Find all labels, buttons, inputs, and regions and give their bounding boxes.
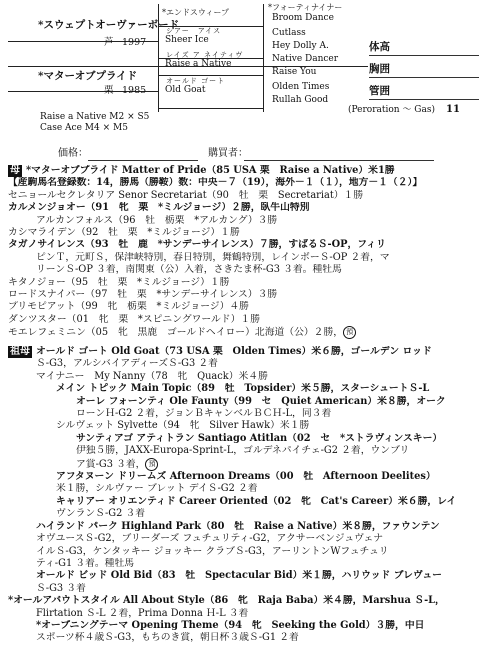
dam-line-8: リーンＳ-OP ３着，南関東（公）入着，さきたま杯-G3 ３着。種牡馬 [36,264,342,276]
gd-line-6: シルヴェット Sylvette（94 牝 Silver Hawk）米１勝 [56,420,310,432]
dam-line-11: プリモピアット（99 牝 栃栗 *ミルジョージ）４勝 [8,301,249,313]
gd-line-10: アフタヌーン ドリームズ Afternoon Dreams（00 牡 Afternoon Deelites） [56,471,436,483]
dam-tag: 母 [10,165,20,176]
dam-line-1: 【産駒馬名登録数：14，勝馬（勝鞍）数：中央－７（19），海外－１（１），地方－１（２）】 [8,177,423,189]
sire-name: *スウェプトオーヴァーボード [38,19,180,31]
sd-pair-b: Raise You [272,67,317,77]
ss-sire-eng: Broom Dance [272,13,334,23]
damsire-name: *マターオブプライド [38,70,138,82]
gd-line-19: Ｓ-G3 ３着 [36,582,86,594]
gd-line-11: 米１勝，シルヴァー ブレット デイＳ-G2 ２着 [56,483,258,495]
gd-line-14: ハイランド パーク Highland Park（80 牡 Raise a Native）米８勝，ファウンテン [36,520,440,532]
cannon-label: 管囲 [369,85,390,97]
ss-kana: *エンドスウィープ [162,8,230,17]
dam-line-4: アルカンフォルス（96 牡 栃栗 *アルカング）３勝 [36,214,278,226]
gd-line-13: ヴンランＳ-G2 ３着 [56,508,146,520]
gd-line-23: スポーツ杯４歳Ｓ-G3，もちのき賞，朝日杯３歳Ｓ-G1 ２着 [36,632,299,644]
lot-number: 11 [446,104,460,115]
gd-line-0: オールド ゴート Old Goat（73 USA 栗 Olden Times）米６勝，ゴールデン ロッド [36,346,432,357]
dam-section [8,165,494,340]
ss-eng: Sheer Ice [165,35,209,45]
dam-line-0: *マターオブプライド Matter of Pride（85 USA 栗 Raise a Native）米1勝 [26,165,395,176]
gd-line-7: サンティアゴ アティトラン Santiago Atitlan（02 セ *ストラヴィンスキー） [76,432,443,444]
dam-line-7: ピンＴ，元町Ｓ，保津峡特別，春日特別，舞鶴特別，レインボーＳ-OP ２着，マ [36,251,390,263]
gd-line-15: オヴユースＳ-G2，ブリーダーズ フュチュリティ-G2，アクサーベンジュヴェナ [36,533,384,545]
dam-line-12: ダンツスター（01 牝 栗 *スピニングワールド）１勝 [8,313,260,325]
girth-label: 胸囲 [369,63,390,75]
dam-line-9: キタノジョー（95 牡 栗 *ミルジョージ）１勝 [8,276,230,288]
dam-line-13: モエレフェミニン（05 牝 黒鹿 ゴールドヘイロー）北海道（公）２勝， [8,327,344,339]
dd-pair-a: Olden Times [272,82,330,92]
dd-small-kana: オールド ゴート [166,77,226,85]
deposit-mark: 預 [343,326,356,339]
ss-dam-a: Cutlass [272,28,306,38]
inbreeding-2: Case Ace M4 × M5 [40,123,128,133]
gd-line-1: Ｓ-G3，アルシバイアディーズＳ-G3 ２着 [36,358,218,370]
gd-line-2: マイナニー My Nanny（78 牝 Quack）米４勝 [36,370,268,382]
gd-line-18: オールド ビッド Old Bid（83 牡 Spectacular Bid）米１勝，ハリウッド ブレヴュー [36,570,442,582]
damsire-color: 栗 [104,85,114,96]
damsire-year: 1985 [122,85,147,96]
granddam-tag: 祖母 [10,346,30,357]
gd-line-9: ア賞-G3 ３着， [76,458,146,470]
dosage-text: (Peroration ～ Gas) [348,105,435,115]
dam-line-6: タガノサイレンス（93 牡 鹿 *サンデーサイレンス）７勝，すばるＳ-OP，フィリ [8,239,386,251]
sire-year: 1997 [122,37,147,48]
sire-color: 芦 [104,37,114,48]
gd-line-5: ローンＨ-G2 ２着，ジョンＢキャンベルＢＣＨ-L，同３着 [76,408,332,420]
inbreeding-1: Raise a Native M2 × S5 [40,112,150,122]
gd-line-16: イルＳ-G3，ケンタッキー ジョッキー クラブＳ-G3，アーリントンWフュチュリ [36,545,389,557]
gd-line-3: メイン トピック Main Topic（89 牡 Topsider）米５勝，スターシュートＳ-L [56,383,430,395]
buyer-label: 購買者： [208,148,248,159]
ss-sire-kana: *フォーティナイナー [268,3,343,12]
ss-dam-b: Hey Dolly A. [272,41,329,51]
gd-line-21: Flirtation Ｓ-L ２着，Prima Donna Ｈ-L ３着 [36,607,249,619]
gd-line-20: *オールアバウトスタイル All About Style（86 牝 Raja Baba）米４勝，Marshua Ｓ-L， [8,595,445,607]
dam-line-10: ロードスナイパー（97 牡 栗 *サンデーサイレンス）３勝 [8,289,278,301]
dam-line-5: カシマライデン（92 牡 栗 *ミルジョージ）１勝 [8,227,240,239]
gd-line-8: 伊独５勝，JAXX-Europa-Sprint-L，ゴルデネパイチェ-G2 ２着，ウンブリ [76,445,410,457]
sd-eng: Raise a Native [165,59,232,69]
dd-eng: Old Goat [165,85,206,95]
ss-small-kana: シアー アイス [166,27,222,35]
price-label: 価格： [58,148,88,159]
deposit-mark-2: 預 [145,458,158,471]
dam-line-2: セニョールセクレタリア Senor Secretariat（90 牡 栗 Secretariat）１勝 [8,189,364,201]
granddam-section [8,346,494,645]
gd-line-12: キャリアー オリエンティド Career Oriented（02 牝 Cat's Career）米６勝，レイ [56,495,457,507]
dd-pair-b: Rullah Good [272,95,329,105]
gd-line-17: ティ-G1 ３着。種牡馬 [36,557,135,569]
sd-pair-a: Native Dancer [272,54,339,64]
gd-line-22: *オープニングテーマ Opening Theme（94 牝 Seeking the Gold）３勝，中日 [36,619,425,631]
dam-line-3: カルメンジョオー（91 牝 栗 *ミルジョージ）２勝，臥牛山特別 [8,202,310,214]
sd-small-kana: レイズ ア ネイティヴ [166,51,244,59]
gd-line-4: オーレ フォーンティ Ole Faunty（99 セ Quiet American）米８勝，オーク [76,395,446,407]
height-label: 体高 [369,41,390,53]
